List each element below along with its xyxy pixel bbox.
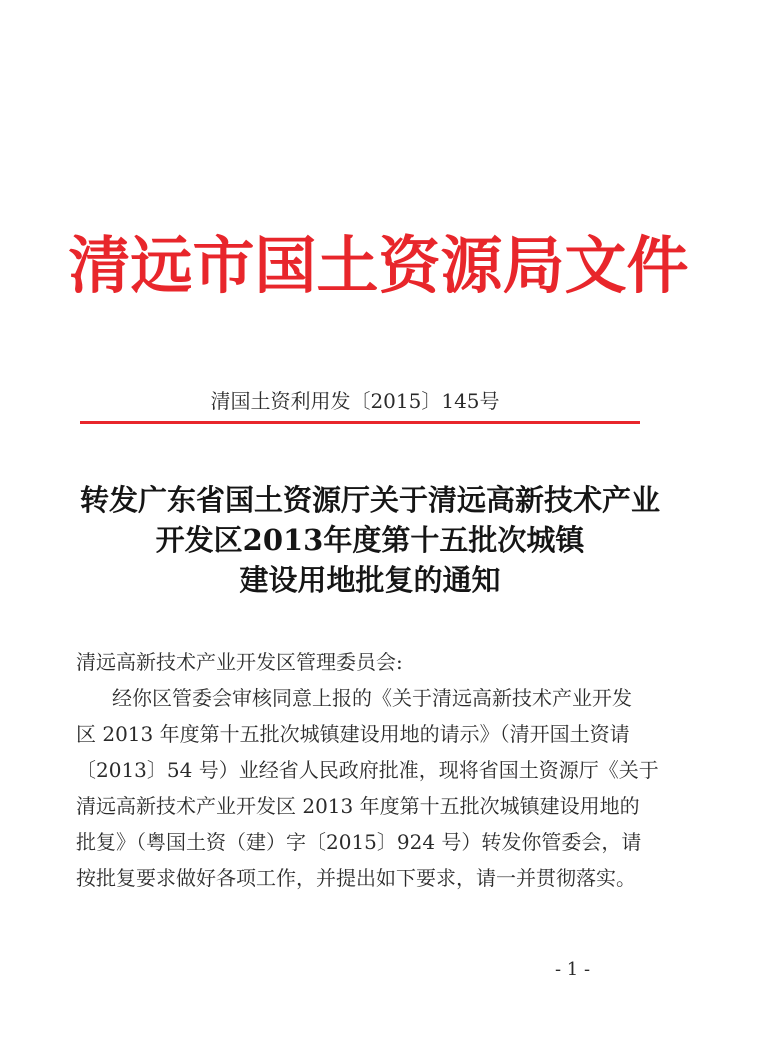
salutation: 清远高新技术产业开发区管理委员会:	[76, 650, 403, 674]
notice-body	[76, 644, 659, 896]
page-number: - 1 -	[555, 959, 591, 980]
body-line: 清远高新技术产业开发区 2013 年度第十五批次城镇建设用地的	[76, 794, 640, 818]
body-line: 批复》（粤国土资（建）字〔2015〕924 号）转发你管委会，请	[76, 830, 642, 854]
notice-title-line: 建设用地批复的通知	[239, 563, 501, 597]
document-header-title: 清远市国土资源局文件	[68, 229, 689, 302]
notice-title	[60, 480, 680, 600]
body-line: 按批复要求做好各项工作，并提出如下要求，请一并贯彻落实。	[76, 866, 636, 890]
body-line: 〔2013〕54 号）业经省人民政府批准，现将省国土资源厅《关于	[76, 758, 659, 782]
body-line: 经你区管委会审核同意上报的《关于清远高新技术产业开发	[112, 686, 632, 710]
header-divider	[80, 421, 640, 424]
notice-title-line: 开发区2013年度第十五批次城镇	[155, 523, 585, 557]
notice-title-line: 转发广东省国土资源厅关于清远高新技术产业	[79, 483, 660, 517]
document-number: 清国土资利用发〔2015〕145号	[210, 389, 500, 413]
body-line: 区 2013 年度第十五批次城镇建设用地的请示》（清开国土资请	[76, 722, 630, 746]
